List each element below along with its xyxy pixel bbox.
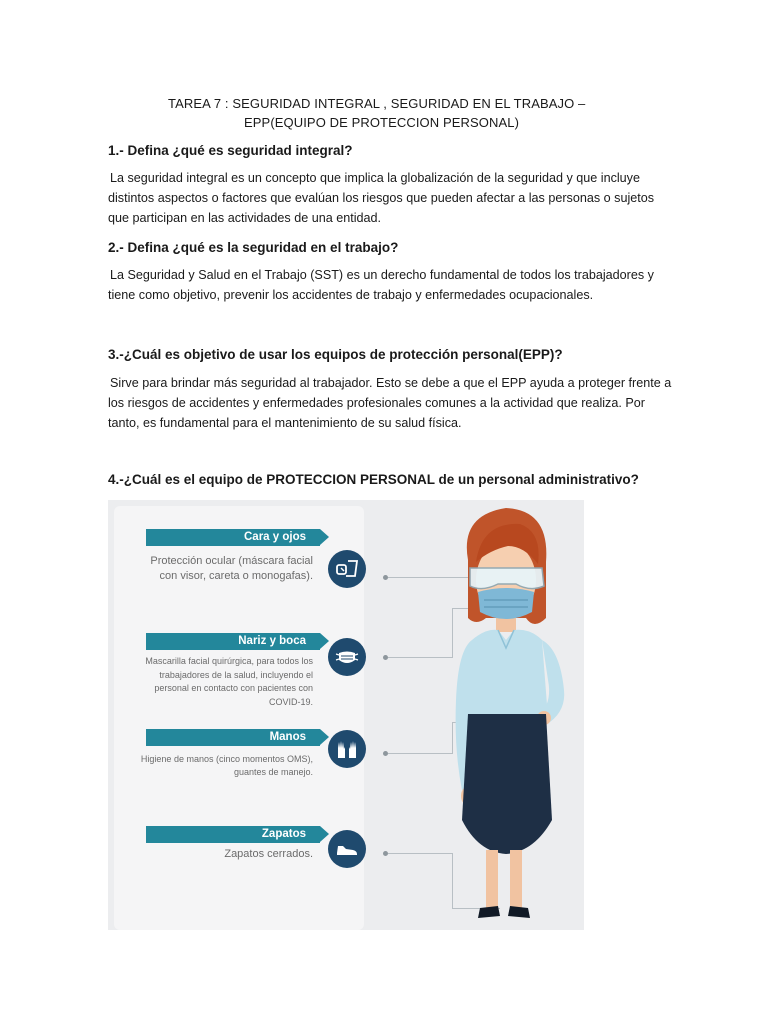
gloves-icon <box>328 730 366 768</box>
epp-infographic <box>108 500 584 930</box>
desc-zapatos: Zapatos cerrados. <box>224 848 313 860</box>
desc-manos: Higiene de manos (cinco momentos OMS), guantes de manejo. <box>140 754 313 777</box>
woman-illustration <box>438 500 584 930</box>
banner-manos: Manos <box>146 729 320 746</box>
answer-1: La seguridad integral es un concepto que implica la globalización de la seguridad y que incluye distintos aspectos o factores que evalúan los riesgos que pueden afectar a las personas o sujetos que participan en las actividades de una entidad. <box>108 171 655 225</box>
title-line-1: TAREA 7 : SEGURIDAD INTEGRAL , SEGURIDAD EN EL TRABAJO – <box>168 96 586 111</box>
shoe-icon <box>328 830 366 868</box>
question-1: 1.- Defina ¿qué es seguridad integral? <box>108 143 353 158</box>
desc-cara-y-ojos: Protección ocular (máscara facial con visor, careta o monogafas). <box>150 555 313 582</box>
banner-nariz-y-boca: Nariz y boca <box>146 633 320 650</box>
title-line-2: EPP(EQUIPO DE PROTECCION PERSONAL) <box>244 115 520 130</box>
question-4: 4.-¿Cuál es el equipo de PROTECCION PERSONAL de un personal administrativo? <box>108 472 639 487</box>
answer-3: Sirve para brindar más seguridad al trabajador. Esto se debe a que el EPP ayuda a proteger frente a los riesgos de accidentes y enfermedades profesionales comunes a la actividad que realiza. Por tanto, es fundamental para el mantenimiento de su salud física. <box>108 376 672 430</box>
banner-zapatos: Zapatos <box>146 826 320 843</box>
question-3: 3.-¿Cuál es objetivo de usar los equipos de protección personal(EPP)? <box>108 347 563 362</box>
banner-cara-y-ojos: Cara y ojos <box>146 529 320 546</box>
answer-2: La Seguridad y Salud en el Trabajo (SST) es un derecho fundamental de todos los trabajadores y tiene como objetivo, prevenir los accidentes de trabajo y enfermedades ocupacionales. <box>108 268 654 302</box>
document-title <box>110 94 650 132</box>
question-2: 2.- Defina ¿qué es la seguridad en el trabajo? <box>108 240 399 255</box>
mask-icon <box>328 638 366 676</box>
goggles-icon <box>328 550 366 588</box>
desc-nariz-y-boca: Mascarilla facial quirúrgica, para todos los trabajadores de la salud, incluyendo el personal en contacto con pacientes con COVID-19. <box>145 656 313 707</box>
